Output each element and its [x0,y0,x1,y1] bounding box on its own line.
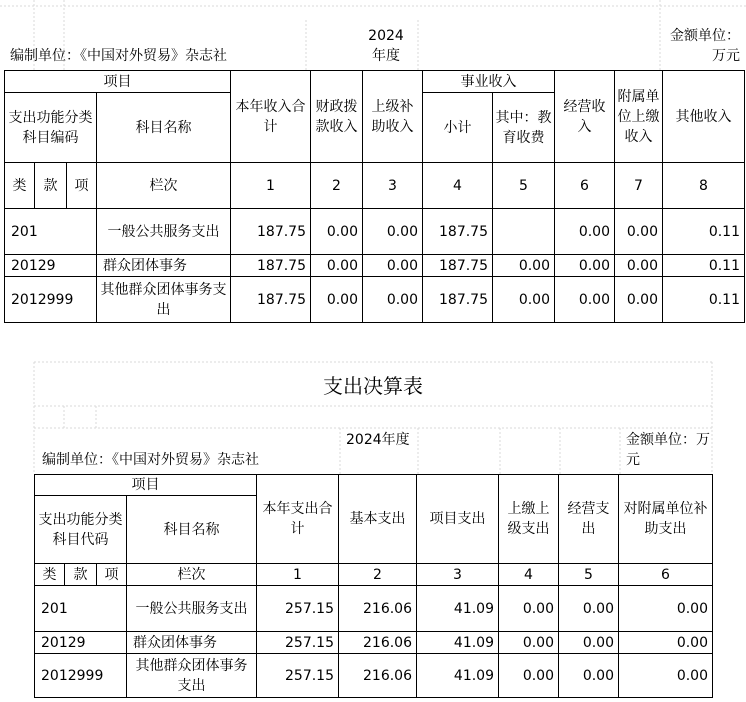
income-cell [493,209,555,255]
income-hdr-other: 其他收入 [663,71,745,163]
income-cell: 0.00 [311,277,363,323]
income-cell: 0.00 [615,277,663,323]
income-org-label: 编制单位：《中国对外贸易》杂志社 [10,48,227,64]
expense-table [34,474,713,698]
income-hdr-fiscal: 财政拨款收入 [311,71,363,163]
expense-col-num: 2 [339,564,417,586]
income-hdr-total: 本年收入合计 [231,71,311,163]
income-col-num: 8 [663,163,745,209]
income-cell: 187.75 [423,255,493,277]
income-col-num: 6 [555,163,615,209]
expense-col-kuan: 款 [65,564,97,586]
expense-hdr-project: 项目 [35,475,257,496]
income-hdr-affiliate: 附属单位上缴收入 [615,71,663,163]
income-row-name: 群众团体事务 [97,255,231,277]
expense-col-num: 1 [257,564,339,586]
expense-hdr-total: 本年支出合计 [257,475,339,564]
income-cell: 0.00 [493,255,555,277]
income-table [4,70,745,323]
expense-col-num: 6 [619,564,713,586]
expense-year-label: 2024年度 [346,432,410,448]
expense-row-code: 20129 [35,632,127,654]
income-col-lanci: 栏次 [97,163,231,209]
income-cell: 187.75 [423,277,493,323]
expense-hdr-operating: 经营支出 [559,475,619,564]
expense-col-num: 5 [559,564,619,586]
income-cell: 0.00 [555,255,615,277]
income-col-num: 2 [311,163,363,209]
income-cell: 0.00 [615,209,663,255]
income-hdr-name: 科目名称 [97,93,231,163]
income-year-label: 2024年度 [368,28,404,64]
table-row [35,654,713,698]
table-row [35,586,713,632]
income-hdr-edu: 其中：教育收费 [493,93,555,163]
income-hdr-superior: 上级补助收入 [363,71,423,163]
expense-col-lei: 类 [35,564,65,586]
income-cell: 187.75 [423,209,493,255]
income-col-num: 5 [493,163,555,209]
expense-hdr-basic: 基本支出 [339,475,417,564]
income-cell: 0.00 [363,255,423,277]
expense-cell: 216.06 [339,586,417,632]
income-cell: 0.00 [363,277,423,323]
expense-row-name: 其他群众团体事务支出 [127,654,257,698]
expense-cell: 0.00 [499,586,559,632]
income-cell: 0.00 [493,277,555,323]
expense-row-name: 一般公共服务支出 [127,586,257,632]
income-cell: 0.00 [311,209,363,255]
table-row [5,277,745,323]
income-cell: 0.00 [555,277,615,323]
expense-cell: 41.09 [417,632,499,654]
expense-cell: 0.00 [559,586,619,632]
income-row-name: 一般公共服务支出 [97,209,231,255]
income-row-code: 201 [5,209,97,255]
income-cell: 0.11 [663,277,745,323]
expense-hdr-remit: 上缴上级支出 [499,475,559,564]
expense-hdr-code: 支出功能分类科目代码 [35,496,127,564]
expense-cell: 0.00 [559,654,619,698]
income-row-code: 2012999 [5,277,97,323]
table-row [5,209,745,255]
expense-cell: 257.15 [257,654,339,698]
income-cell: 187.75 [231,209,311,255]
income-col-num: 7 [615,163,663,209]
expense-hdr-name: 科目名称 [127,496,257,564]
income-cell: 0.00 [311,255,363,277]
income-cell: 187.75 [231,255,311,277]
expense-cell: 0.00 [499,632,559,654]
income-cell: 0.11 [663,209,745,255]
expense-row-name: 群众团体事务 [127,632,257,654]
expense-col-lanci: 栏次 [127,564,257,586]
expense-col-num: 4 [499,564,559,586]
income-hdr-project: 项目 [5,71,231,93]
income-cell: 0.00 [615,255,663,277]
income-hdr-business: 事业收入 [423,71,555,93]
income-hdr-code: 支出功能分类科目编码 [5,93,97,163]
expense-cell: 0.00 [619,654,713,698]
income-cell: 0.11 [663,255,745,277]
expense-cell: 0.00 [619,632,713,654]
income-col-lei: 类 [5,163,35,209]
income-col-num: 4 [423,163,493,209]
expense-hdr-affiliate: 对附属单位补助支出 [619,475,713,564]
expense-org-label: 编制单位：《中国对外贸易》杂志社 [42,452,259,468]
income-row-name: 其他群众团体事务支出 [97,277,231,323]
expense-cell: 257.15 [257,586,339,632]
income-hdr-operating: 经营收入 [555,71,615,163]
income-col-num: 1 [231,163,311,209]
expense-cell: 216.06 [339,632,417,654]
expense-cell: 216.06 [339,654,417,698]
expense-cell: 0.00 [559,632,619,654]
expense-cell: 0.00 [619,586,713,632]
expense-cell: 0.00 [499,654,559,698]
expense-unit-label: 金额单位：万元 [626,432,710,468]
expense-col-num: 3 [417,564,499,586]
income-cell: 0.00 [363,209,423,255]
expense-cell: 41.09 [417,654,499,698]
income-unit-label: 金额单位：万元 [670,28,740,64]
expense-col-xiang: 项 [97,564,127,586]
income-row-code: 20129 [5,255,97,277]
income-hdr-subtotal: 小计 [423,93,493,163]
expense-title: 支出决算表 [323,374,423,398]
expense-cell: 41.09 [417,586,499,632]
income-cell: 187.75 [231,277,311,323]
expense-row-code: 201 [35,586,127,632]
income-col-num: 3 [363,163,423,209]
table-row [5,255,745,277]
expense-row-code: 2012999 [35,654,127,698]
expense-cell: 257.15 [257,632,339,654]
income-cell: 0.00 [555,209,615,255]
table-row [35,632,713,654]
expense-hdr-project-exp: 项目支出 [417,475,499,564]
income-col-kuan: 款 [35,163,67,209]
income-col-xiang: 项 [67,163,97,209]
